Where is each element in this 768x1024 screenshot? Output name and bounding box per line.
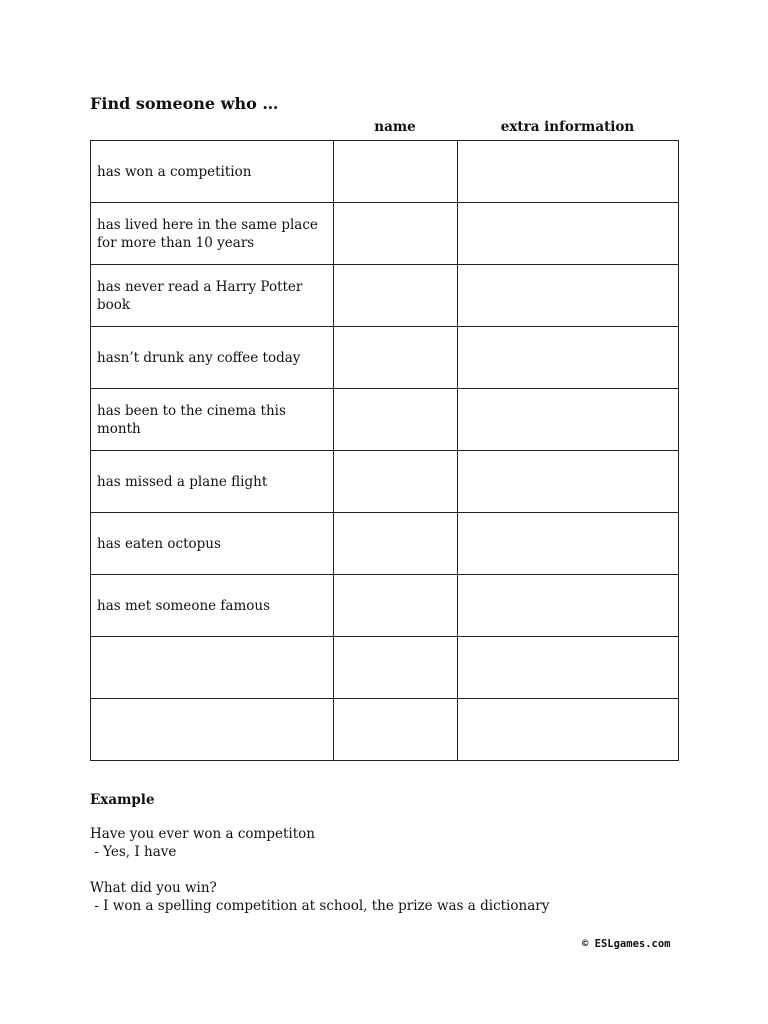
extra-information-cell xyxy=(458,699,679,761)
name-cell xyxy=(334,203,458,265)
table-row xyxy=(91,575,679,637)
name-cell xyxy=(334,699,458,761)
table-row xyxy=(91,699,679,761)
extra-information-cell xyxy=(458,265,679,327)
extra-information-cell xyxy=(458,575,679,637)
extra-information-cell xyxy=(458,327,679,389)
name-cell xyxy=(334,451,458,513)
extra-information-cell xyxy=(458,389,679,451)
prompt-cell: has missed a plane flight xyxy=(91,451,334,513)
table-row xyxy=(91,141,679,203)
example-section xyxy=(90,791,690,915)
worksheet-title: Find someone who … xyxy=(90,94,279,113)
prompt-cell: has met someone famous xyxy=(91,575,334,637)
prompt-cell: has been to the cinema this month xyxy=(91,389,334,451)
extra-information-cell xyxy=(458,637,679,699)
table-row xyxy=(91,389,679,451)
copyright-credit: © ESLgames.com xyxy=(582,938,671,950)
table-row xyxy=(91,203,679,265)
prompt-cell: has never read a Harry Potter book xyxy=(91,265,334,327)
example-answer-1: - Yes, I have xyxy=(90,844,177,860)
prompt-cell xyxy=(91,637,334,699)
name-cell xyxy=(334,575,458,637)
name-cell xyxy=(334,265,458,327)
example-spacer xyxy=(90,861,690,879)
prompt-cell: has eaten octopus xyxy=(91,513,334,575)
table-row xyxy=(91,327,679,389)
find-someone-table xyxy=(90,140,679,761)
extra-information-cell xyxy=(458,513,679,575)
extra-information-cell xyxy=(458,451,679,513)
table-row xyxy=(91,513,679,575)
prompt-cell xyxy=(91,699,334,761)
table-row xyxy=(91,265,679,327)
table-row xyxy=(91,637,679,699)
example-question-1: Have you ever won a competiton xyxy=(90,826,315,842)
table-row xyxy=(91,451,679,513)
prompt-cell: hasn’t drunk any coffee today xyxy=(91,327,334,389)
example-heading: Example xyxy=(90,792,155,808)
extra-information-cell xyxy=(458,203,679,265)
name-cell xyxy=(334,141,458,203)
name-cell xyxy=(334,389,458,451)
column-header-extra-information: extra information xyxy=(500,119,635,135)
example-answer-2: - I won a spelling competition at school, the prize was a dictionary xyxy=(90,898,550,914)
name-cell xyxy=(334,637,458,699)
extra-information-cell xyxy=(458,141,679,203)
prompt-cell: has won a competition xyxy=(91,141,334,203)
example-question-2: What did you win? xyxy=(90,880,217,896)
column-header-name: name xyxy=(374,119,416,135)
prompt-cell: has lived here in the same place for more than 10 years xyxy=(91,203,334,265)
name-cell xyxy=(334,513,458,575)
name-cell xyxy=(334,327,458,389)
